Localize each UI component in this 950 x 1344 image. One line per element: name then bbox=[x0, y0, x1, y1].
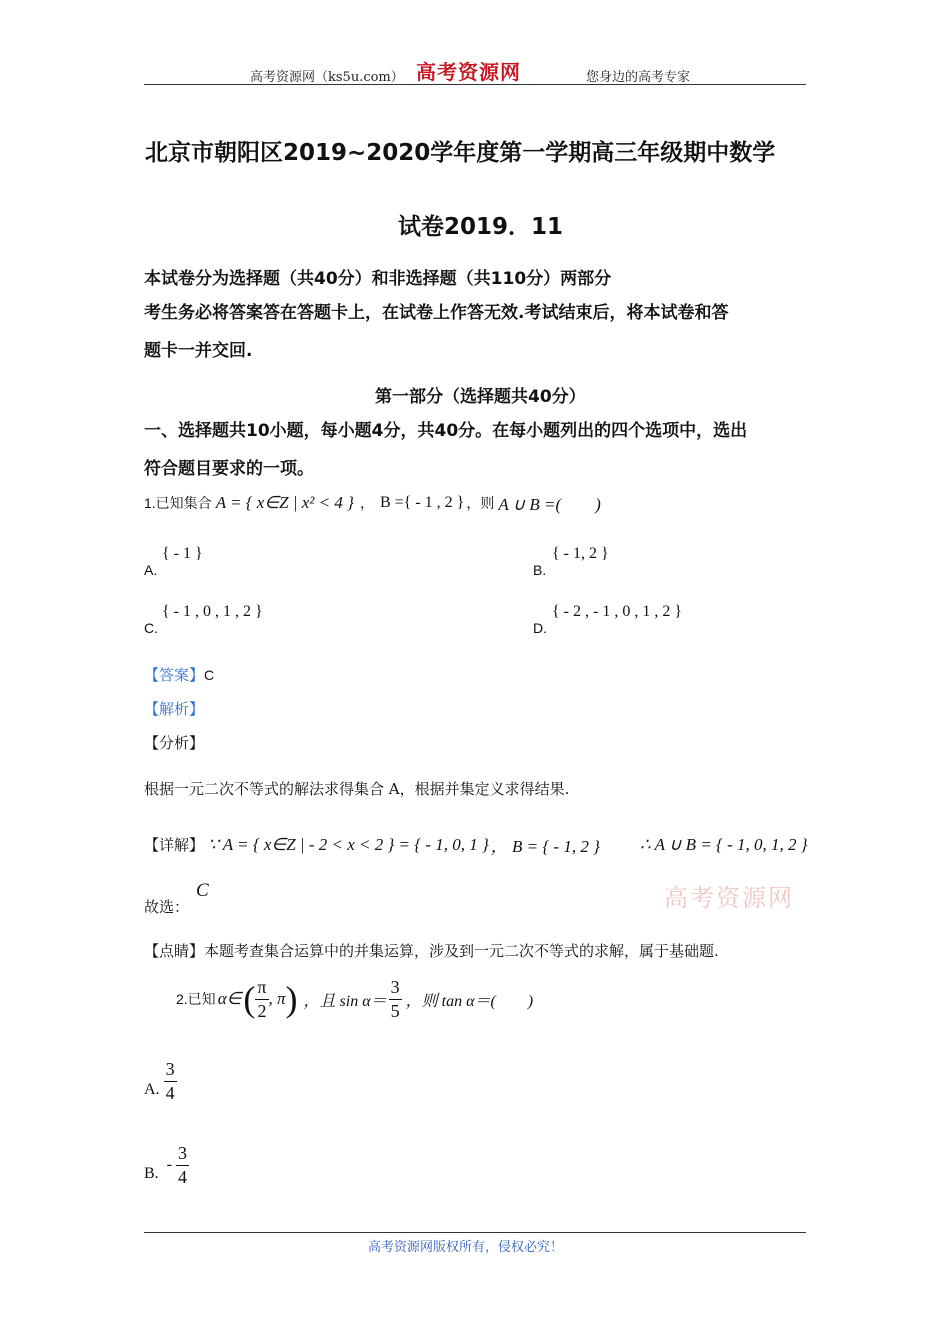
footer-rule bbox=[144, 1232, 806, 1233]
q2-condition: ，且 sin α＝ bbox=[303, 992, 387, 1010]
page-title-line1: 北京市朝阳区2019~2020学年度第一学期高三年级期中数学 bbox=[145, 140, 776, 166]
q2-option-a-label: A. bbox=[144, 1081, 160, 1099]
q2-sin-num: 3 bbox=[389, 978, 402, 1000]
q2-option-b-num: 3 bbox=[176, 1144, 189, 1166]
comment-tag: 【点睛】 bbox=[144, 942, 205, 960]
q2-option-a-den: 4 bbox=[165, 1082, 175, 1103]
detail-expr-set-b: ， B = { - 1, 2 } bbox=[490, 837, 600, 856]
q2-interval-num: π bbox=[255, 978, 268, 1000]
part1-instructions-line2: 符合题目要求的一项。 bbox=[144, 459, 314, 479]
q2-ask: ，则 tan α＝( ) bbox=[405, 992, 534, 1010]
choose-value: C bbox=[196, 880, 209, 901]
q1-set-b: B ={ - 1 , 2 } bbox=[379, 493, 465, 511]
answer-value: C bbox=[204, 667, 215, 683]
question-2 bbox=[176, 978, 533, 1021]
q1-option-a-label: A. bbox=[144, 562, 158, 578]
q1-option-c-value: { - 1 , 0 , 1 , 2 } bbox=[162, 603, 263, 620]
q1-option-a-value: { - 1 } bbox=[162, 545, 203, 562]
q2-option-a-fraction bbox=[164, 1060, 177, 1103]
q2-option-b-label: B. bbox=[144, 1165, 159, 1183]
page-title-line2: 试卷2019．11 bbox=[398, 214, 564, 240]
q1-option-d-label: D. bbox=[533, 620, 547, 636]
header-logo: 高考资源网 bbox=[416, 60, 521, 84]
q1-option-d-value: { - 2 , - 1 , 0 , 1 , 2 } bbox=[552, 603, 683, 620]
comment-text: 本题考查集合运算中的并集运算，涉及到一元二次不等式的求解，属于基础题. bbox=[204, 942, 719, 960]
q2-option-b-den: 4 bbox=[178, 1166, 187, 1187]
part1-heading: 第一部分（选择题共40分） bbox=[375, 387, 586, 407]
choose-label: 故选： bbox=[144, 898, 190, 916]
fenxi-tag: 【分析】 bbox=[144, 734, 205, 752]
q1-option-b-value: { - 1, 2 } bbox=[552, 545, 609, 562]
q2-sin-den: 5 bbox=[390, 1000, 400, 1021]
fenxi-text: 根据一元二次不等式的解法求得集合 A，根据并集定义求得结果. bbox=[144, 780, 570, 798]
analysis-tag: 【解析】 bbox=[144, 700, 205, 718]
q2-alpha-in: α∈ bbox=[217, 989, 242, 1009]
footer-text: 高考资源网版权所有，侵权必究！ bbox=[368, 1240, 564, 1255]
header-rule bbox=[144, 84, 806, 85]
q2-interval-den: 2 bbox=[257, 1000, 267, 1021]
header-right-text: 您身边的高考专家 bbox=[586, 70, 691, 85]
q1-set-a: A = { x∈Z | x² < 4 } bbox=[215, 492, 354, 512]
q1-option-c-label: C. bbox=[144, 620, 158, 636]
q1-answer-line bbox=[144, 664, 214, 685]
q2-interval-fraction bbox=[255, 978, 268, 1021]
detail-expr-set-a: ∵ A = { x∈Z | - 2 < x < 2 } = { - 1, 0, 1 } bbox=[208, 834, 489, 854]
answer-tag: 【答案】 bbox=[144, 666, 205, 684]
intro-line3: 题卡一并交回. bbox=[144, 341, 253, 361]
q2-interval-tail: , π bbox=[268, 989, 286, 1009]
intro-line2: 考生务必将答案答在答题卡上，在试卷上作答无效.考试结束后，将本试卷和答 bbox=[144, 303, 729, 323]
part1-instructions-line1: 一、选择题共10小题，每小题4分，共40分。在每小题列出的四个选项中，选出 bbox=[144, 421, 748, 441]
q2-option-a-num: 3 bbox=[164, 1060, 177, 1082]
q1-option-b-label: B. bbox=[533, 562, 547, 578]
intro-line1: 本试卷分为选择题（共40分）和非选择题（共110分）两部分 bbox=[144, 269, 612, 289]
header-left-text: 高考资源网（ks5u.com） bbox=[250, 70, 404, 85]
comment-line bbox=[144, 940, 719, 961]
q1-prefix: 1.已知集合 bbox=[144, 494, 212, 511]
detail-tag: 【详解】 bbox=[144, 836, 205, 854]
detail-line bbox=[144, 832, 808, 857]
q1-union-expr: A ∪ B =( ) bbox=[498, 495, 601, 514]
q2-option-b-fraction bbox=[176, 1144, 189, 1187]
q2-option-a bbox=[144, 1060, 177, 1103]
q2-option-b-sign: - bbox=[166, 1156, 172, 1174]
q2-prefix: 2.已知 bbox=[176, 991, 216, 1008]
q2-left-paren: ( bbox=[243, 979, 256, 1020]
q2-right-paren: ) bbox=[285, 979, 298, 1020]
q2-sin-fraction bbox=[389, 978, 402, 1021]
watermark-logo: 高考资源网 bbox=[664, 884, 794, 912]
detail-expr-union: ∴ A ∪ B = { - 1, 0, 1, 2 } bbox=[639, 834, 808, 854]
q1-separator: ， bbox=[359, 494, 374, 511]
question-1 bbox=[144, 490, 601, 515]
q2-option-b bbox=[144, 1144, 189, 1187]
q1-ask: ，则 bbox=[466, 494, 495, 511]
